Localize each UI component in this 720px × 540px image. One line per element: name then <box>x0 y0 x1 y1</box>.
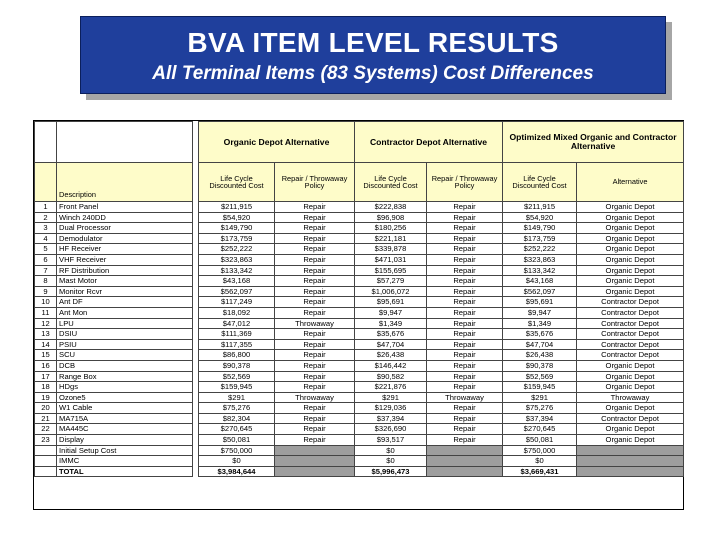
row-number: 21 <box>35 413 57 424</box>
optimized-alternative: Organic Depot <box>577 276 684 287</box>
item-description: HF Receiver <box>57 244 193 255</box>
contractor-policy: Repair <box>427 307 503 318</box>
table-row <box>35 297 684 308</box>
contractor-lcc: $129,036 <box>355 403 427 414</box>
organic-lcc: $75,276 <box>199 403 275 414</box>
row-number: 3 <box>35 223 57 234</box>
table-row <box>35 233 684 244</box>
organic-policy: Repair <box>275 286 355 297</box>
item-description: Mast Motor <box>57 276 193 287</box>
contractor-policy: Repair <box>427 350 503 361</box>
contractor-lcc: $221,181 <box>355 233 427 244</box>
table-row <box>35 244 684 255</box>
organic-lcc: $173,759 <box>199 233 275 244</box>
table-row <box>35 265 684 276</box>
contractor-policy: Repair <box>427 265 503 276</box>
contractor-lcc: $1,006,072 <box>355 286 427 297</box>
contractor-lcc: $90,582 <box>355 371 427 382</box>
optimized-alternative <box>577 456 684 467</box>
optimized-lcc: $252,222 <box>503 244 577 255</box>
contractor-lcc: $471,031 <box>355 254 427 265</box>
item-description: Front Panel <box>57 202 193 213</box>
row-number: 19 <box>35 392 57 403</box>
contractor-lcc: $93,517 <box>355 435 427 446</box>
organic-policy: Repair <box>275 307 355 318</box>
optimized-alternative: Throwaway <box>577 392 684 403</box>
table-row <box>35 223 684 234</box>
organic-lcc: $50,081 <box>199 435 275 446</box>
row-number: 17 <box>35 371 57 382</box>
optimized-lcc: $211,915 <box>503 202 577 213</box>
row-number <box>35 466 57 477</box>
organic-lcc: $117,355 <box>199 339 275 350</box>
organic-lcc: $291 <box>199 392 275 403</box>
table-row <box>35 403 684 414</box>
organic-policy: Repair <box>275 244 355 255</box>
optimized-alternative: Contractor Depot <box>577 318 684 329</box>
organic-lcc: $252,222 <box>199 244 275 255</box>
contractor-policy-header: Repair / Throwaway Policy <box>427 163 503 202</box>
organic-lcc: $43,168 <box>199 276 275 287</box>
table-row <box>35 307 684 318</box>
organic-policy: Repair <box>275 254 355 265</box>
item-description: MA445C <box>57 424 193 435</box>
row-number: 18 <box>35 382 57 393</box>
optimized-lcc: $52,569 <box>503 371 577 382</box>
optimized-lcc: $35,676 <box>503 329 577 340</box>
contractor-lcc: $95,691 <box>355 297 427 308</box>
item-description: Range Box <box>57 371 193 382</box>
contractor-policy: Repair <box>427 360 503 371</box>
organic-policy: Repair <box>275 360 355 371</box>
table-row <box>35 318 684 329</box>
contractor-lcc: $180,256 <box>355 223 427 234</box>
contractor-policy: Repair <box>427 202 503 213</box>
optimized-lcc: $37,394 <box>503 413 577 424</box>
contractor-lcc: $339,878 <box>355 244 427 255</box>
row-number: 22 <box>35 424 57 435</box>
contractor-lcc: $47,704 <box>355 339 427 350</box>
contractor-total: $5,996,473 <box>355 466 427 477</box>
optimized-lcc: $43,168 <box>503 276 577 287</box>
item-description: PSIU <box>57 339 193 350</box>
optimized-lcc: $159,945 <box>503 382 577 393</box>
description-header: Description <box>57 163 193 202</box>
contractor-lcc: $155,695 <box>355 265 427 276</box>
optimized-alternative: Contractor Depot <box>577 297 684 308</box>
contractor-policy: Repair <box>427 297 503 308</box>
row-number <box>35 445 57 456</box>
contractor-policy: Repair <box>427 403 503 414</box>
optimized-lcc: $291 <box>503 392 577 403</box>
organic-policy: Repair <box>275 223 355 234</box>
organic-policy: Repair <box>275 265 355 276</box>
contractor-policy: Repair <box>427 212 503 223</box>
item-description: Ozone5 <box>57 392 193 403</box>
contractor-policy <box>427 466 503 477</box>
row-number: 20 <box>35 403 57 414</box>
contractor-policy: Repair <box>427 424 503 435</box>
row-number: 2 <box>35 212 57 223</box>
optimized-alternative: Contractor Depot <box>577 339 684 350</box>
organic-total: $3,984,644 <box>199 466 275 477</box>
organic-policy <box>275 466 355 477</box>
contractor-lcc: $326,690 <box>355 424 427 435</box>
optimized-lcc: $0 <box>503 456 577 467</box>
slide-title: BVA ITEM LEVEL RESULTS <box>187 27 559 58</box>
organic-policy: Repair <box>275 424 355 435</box>
item-description: Demodulator <box>57 233 193 244</box>
organic-lcc: $54,920 <box>199 212 275 223</box>
table-row <box>35 382 684 393</box>
row-number <box>35 456 57 467</box>
item-description: Ant DF <box>57 297 193 308</box>
table-row <box>35 360 684 371</box>
header-blank-cell <box>57 122 193 163</box>
cost-row <box>35 445 684 456</box>
organic-policy <box>275 445 355 456</box>
organic-policy: Repair <box>275 202 355 213</box>
contractor-lcc: $0 <box>355 456 427 467</box>
row-number: 5 <box>35 244 57 255</box>
organic-lcc: $52,569 <box>199 371 275 382</box>
contractor-policy: Repair <box>427 371 503 382</box>
optimized-alternative: Organic Depot <box>577 265 684 276</box>
table-row <box>35 392 684 403</box>
item-description: SCU <box>57 350 193 361</box>
contractor-lcc: $26,438 <box>355 350 427 361</box>
row-number: 9 <box>35 286 57 297</box>
optimized-alternative <box>577 466 684 477</box>
item-description: W1 Cable <box>57 403 193 414</box>
contractor-policy: Repair <box>427 339 503 350</box>
contractor-lcc: $291 <box>355 392 427 403</box>
optimized-alternative: Contractor Depot <box>577 307 684 318</box>
row-number: 13 <box>35 329 57 340</box>
organic-lcc: $323,863 <box>199 254 275 265</box>
row-number: 10 <box>35 297 57 308</box>
organic-lcc: $82,304 <box>199 413 275 424</box>
row-number: 16 <box>35 360 57 371</box>
optimized-lcc: $750,000 <box>503 445 577 456</box>
row-number: 4 <box>35 233 57 244</box>
contractor-lcc: $9,947 <box>355 307 427 318</box>
contractor-lcc: $37,394 <box>355 413 427 424</box>
table-row <box>35 339 684 350</box>
organic-policy: Repair <box>275 350 355 361</box>
row-number: 7 <box>35 265 57 276</box>
organic-policy: Repair <box>275 212 355 223</box>
organic-lcc: $47,012 <box>199 318 275 329</box>
optimized-alternative-header: Alternative <box>577 163 684 202</box>
table-row <box>35 350 684 361</box>
organic-policy: Repair <box>275 382 355 393</box>
optimized-lcc: $562,097 <box>503 286 577 297</box>
organic-lcc: $133,342 <box>199 265 275 276</box>
table-row <box>35 276 684 287</box>
total-label: TOTAL <box>57 466 193 477</box>
item-description: Initial Setup Cost <box>57 445 193 456</box>
optimized-alternative: Organic Depot <box>577 233 684 244</box>
item-description: Monitor Rcvr <box>57 286 193 297</box>
contractor-lcc: $96,908 <box>355 212 427 223</box>
table-row <box>35 202 684 213</box>
organic-lcc: $90,378 <box>199 360 275 371</box>
organic-lcc: $750,000 <box>199 445 275 456</box>
optimized-lcc: $54,920 <box>503 212 577 223</box>
item-description: VHF Receiver <box>57 254 193 265</box>
optimized-mixed-header: Optimized Mixed Organic and Contractor Alternative <box>503 122 684 163</box>
optimized-alternative: Organic Depot <box>577 212 684 223</box>
item-description: DCB <box>57 360 193 371</box>
optimized-alternative: Contractor Depot <box>577 329 684 340</box>
contractor-lcc: $35,676 <box>355 329 427 340</box>
optimized-alternative: Organic Depot <box>577 403 684 414</box>
optimized-alternative <box>577 445 684 456</box>
optimized-alternative: Organic Depot <box>577 360 684 371</box>
optimized-lcc: $47,704 <box>503 339 577 350</box>
row-number: 12 <box>35 318 57 329</box>
optimized-lcc: $149,790 <box>503 223 577 234</box>
organic-policy: Repair <box>275 329 355 340</box>
organic-policy: Repair <box>275 435 355 446</box>
results-table-container <box>33 120 684 510</box>
row-number: 8 <box>35 276 57 287</box>
contractor-policy: Repair <box>427 244 503 255</box>
contractor-policy: Throwaway <box>427 392 503 403</box>
optimized-alternative: Organic Depot <box>577 286 684 297</box>
table-row <box>35 254 684 265</box>
item-description: Display <box>57 435 193 446</box>
contractor-policy: Repair <box>427 413 503 424</box>
contractor-policy: Repair <box>427 318 503 329</box>
organic-lcc: $0 <box>199 456 275 467</box>
optimized-total: $3,669,431 <box>503 466 577 477</box>
optimized-alternative: Organic Depot <box>577 223 684 234</box>
organic-policy <box>275 456 355 467</box>
organic-lcc: $562,097 <box>199 286 275 297</box>
row-number: 6 <box>35 254 57 265</box>
contractor-policy: Repair <box>427 254 503 265</box>
organic-policy: Repair <box>275 371 355 382</box>
row-number: 14 <box>35 339 57 350</box>
optimized-lcc: $323,863 <box>503 254 577 265</box>
contractor-policy: Repair <box>427 223 503 234</box>
optimized-lcc: $26,438 <box>503 350 577 361</box>
contractor-policy: Repair <box>427 382 503 393</box>
contractor-lcc: $221,876 <box>355 382 427 393</box>
contractor-policy <box>427 445 503 456</box>
contractor-lcc: $57,279 <box>355 276 427 287</box>
optimized-lcc: $270,645 <box>503 424 577 435</box>
row-number: 11 <box>35 307 57 318</box>
optimized-lcc: $9,947 <box>503 307 577 318</box>
table-row <box>35 212 684 223</box>
optimized-alternative: Contractor Depot <box>577 413 684 424</box>
organic-depot-header: Organic Depot Alternative <box>199 122 355 163</box>
organic-lcc-header: Life Cycle Discounted Cost <box>199 163 275 202</box>
optimized-lcc-header: Life Cycle Discounted Cost <box>503 163 577 202</box>
table-row <box>35 413 684 424</box>
organic-policy: Repair <box>275 413 355 424</box>
contractor-policy: Repair <box>427 276 503 287</box>
contractor-lcc-header: Life Cycle Discounted Cost <box>355 163 427 202</box>
results-table <box>34 121 684 477</box>
contractor-lcc: $146,442 <box>355 360 427 371</box>
item-description: IMMC <box>57 456 193 467</box>
item-description: Dual Processor <box>57 223 193 234</box>
organic-policy: Repair <box>275 233 355 244</box>
optimized-lcc: $50,081 <box>503 435 577 446</box>
table-row <box>35 371 684 382</box>
contractor-lcc: $0 <box>355 445 427 456</box>
item-description: MA715A <box>57 413 193 424</box>
table-row <box>35 286 684 297</box>
contractor-depot-header: Contractor Depot Alternative <box>355 122 503 163</box>
optimized-alternative: Organic Depot <box>577 244 684 255</box>
slide-subtitle: All Terminal Items (83 Systems) Cost Differences <box>152 63 594 84</box>
table-body <box>35 122 684 477</box>
optimized-alternative: Contractor Depot <box>577 350 684 361</box>
contractor-policy <box>427 456 503 467</box>
organic-lcc: $211,915 <box>199 202 275 213</box>
organic-policy-header: Repair / Throwaway Policy <box>275 163 355 202</box>
optimized-lcc: $1,349 <box>503 318 577 329</box>
contractor-policy: Repair <box>427 329 503 340</box>
table-row <box>35 424 684 435</box>
contractor-policy: Repair <box>427 435 503 446</box>
organic-lcc: $149,790 <box>199 223 275 234</box>
organic-lcc: $117,249 <box>199 297 275 308</box>
optimized-lcc: $173,759 <box>503 233 577 244</box>
organic-policy: Repair <box>275 403 355 414</box>
header-blank-cell <box>35 122 57 163</box>
item-description: HDgs <box>57 382 193 393</box>
row-number: 1 <box>35 202 57 213</box>
row-number: 23 <box>35 435 57 446</box>
optimized-alternative: Organic Depot <box>577 202 684 213</box>
item-description: Ant Mon <box>57 307 193 318</box>
optimized-alternative: Organic Depot <box>577 254 684 265</box>
row-number: 15 <box>35 350 57 361</box>
organic-lcc: $86,800 <box>199 350 275 361</box>
contractor-lcc: $222,838 <box>355 202 427 213</box>
cost-row <box>35 456 684 467</box>
item-description: RF Distribution <box>57 265 193 276</box>
total-row <box>35 466 684 477</box>
item-description: DSIU <box>57 329 193 340</box>
organic-policy: Repair <box>275 297 355 308</box>
title-banner <box>80 16 666 94</box>
organic-policy: Repair <box>275 276 355 287</box>
organic-policy: Throwaway <box>275 392 355 403</box>
optimized-lcc: $95,691 <box>503 297 577 308</box>
organic-lcc: $270,645 <box>199 424 275 435</box>
number-header <box>35 163 57 202</box>
optimized-alternative: Organic Depot <box>577 435 684 446</box>
organic-lcc: $111,369 <box>199 329 275 340</box>
organic-policy: Repair <box>275 339 355 350</box>
optimized-lcc: $75,276 <box>503 403 577 414</box>
optimized-lcc: $90,378 <box>503 360 577 371</box>
column-header-row <box>35 163 684 202</box>
contractor-policy: Repair <box>427 233 503 244</box>
optimized-alternative: Organic Depot <box>577 371 684 382</box>
contractor-policy: Repair <box>427 286 503 297</box>
table-row <box>35 329 684 340</box>
optimized-lcc: $133,342 <box>503 265 577 276</box>
item-description: LPU <box>57 318 193 329</box>
group-header-row <box>35 122 684 163</box>
optimized-alternative: Organic Depot <box>577 424 684 435</box>
organic-lcc: $18,092 <box>199 307 275 318</box>
optimized-alternative: Organic Depot <box>577 382 684 393</box>
table-row <box>35 435 684 446</box>
contractor-lcc: $1,349 <box>355 318 427 329</box>
organic-lcc: $159,945 <box>199 382 275 393</box>
organic-policy: Throwaway <box>275 318 355 329</box>
item-description: Winch 240DD <box>57 212 193 223</box>
